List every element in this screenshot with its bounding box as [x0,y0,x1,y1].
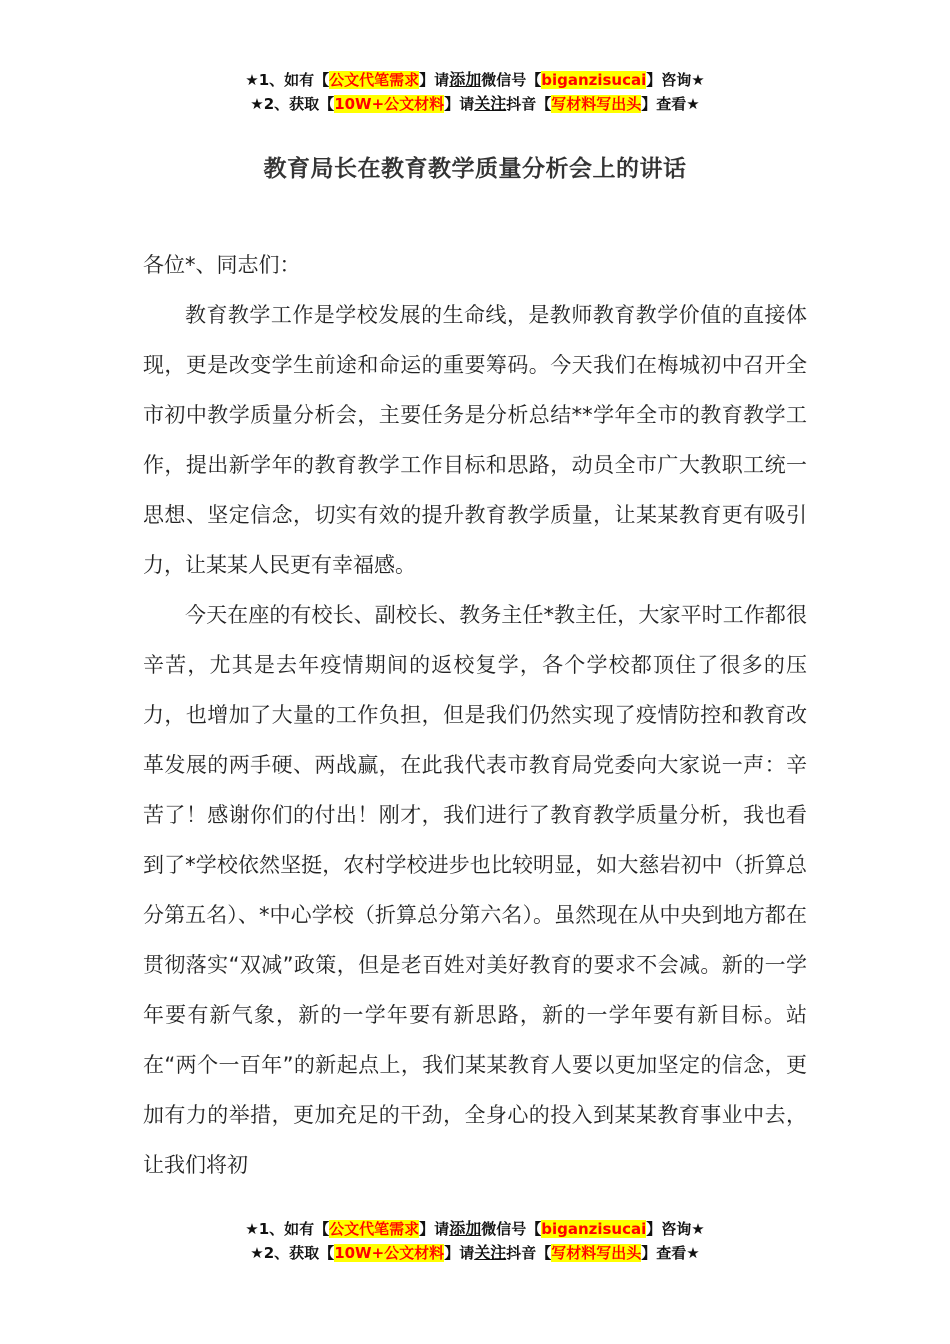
document-body [143,240,807,1190]
banner-text: 抖音【 [506,95,552,113]
banner-text: ★2、获取【 [250,1244,335,1262]
banner-text: 微信号【 [481,1220,542,1238]
underlined-word: 关注 [474,94,507,113]
banner-text: 】查看★ [641,95,700,113]
highlight-douyin-account: 写材料写出头 [551,95,642,113]
banner-text: ★2、获取【 [250,95,335,113]
banner-line-2 [0,1241,950,1265]
highlight-douyin-account: 写材料写出头 [551,1244,642,1262]
paragraph: 教育教学工作是学校发展的生命线，是教师教育教学价值的直接体现，更是改变学生前途和命运的重要筹码。今天我们在梅城初中召开全市初中教学质量分析会，主要任务是分析总结**学年全市的教育教学工作，提出新学年的教育教学工作目标和思路，动员全市广大教职工统一思想、坚定信念，切实有效的提升教育教学质量，让某某教育更有吸引力，让某某人民更有幸福感。 [143,303,807,577]
banner-text: 微信号【 [481,71,542,89]
highlight-materials: 10W+公文材料 [334,95,445,113]
banner-line-2 [0,92,950,116]
banner-line-1 [0,1217,950,1241]
banner-text: ★1、如有【 [245,1220,330,1238]
underlined-word: 添加 [449,1219,482,1238]
banner-text: 】查看★ [641,1244,700,1262]
paragraph: 今天在座的有校长、副校长、教务主任*教主任，大家平时工作都很辛苦，尤其是去年疫情期间的返校复学，各个学校都顶住了很多的压力，也增加了大量的工作负担，但是我们仍然实现了疫情防控和教育改革发展的两手硬、两战赢，在此我代表市教育局党委向大家说一声：辛苦了！感谢你们的付出！刚才，我们进行了教育教学质量分析，我也看到了*学校依然坚挺，农村学校进步也比较明显，如大慈岩初中（折算总分第五名）、*中心学校（折算总分第六名）。虽然现在从中央到地方都在贯彻落实“双减”政策，但是老百姓对美好教育的要求不会减。新的一学年要有新气象，新的一学年要有新思路，新的一学年要有新目标。站在“两个一百年”的新起点上，我们某某教育人要以更加坚定的信念，更加有力的举措，更加充足的干劲，全身心的投入到某某教育事业中去，让我们将初 [143,603,807,1177]
salutation: 各位*、同志们： [143,253,301,277]
banner-text: 】请 [419,1220,450,1238]
banner-text: ★1、如有【 [245,71,330,89]
footer-banner [0,1217,950,1265]
document-title: 教育局长在教育教学质量分析会上的讲话 [263,156,687,182]
highlight-wechat-id: biganzisucai [541,71,647,89]
banner-text: 】请 [419,71,450,89]
banner-text: 】咨询★ [646,71,705,89]
highlight-materials: 10W+公文材料 [334,1244,445,1262]
highlight-service: 公文代笔需求 [329,1220,420,1238]
highlight-wechat-id: biganzisucai [541,1220,647,1238]
banner-line-1 [0,68,950,92]
banner-text: 】请 [444,95,475,113]
banner-text: 】请 [444,1244,475,1262]
highlight-service: 公文代笔需求 [329,71,420,89]
underlined-word: 添加 [449,70,482,89]
underlined-word: 关注 [474,1243,507,1262]
banner-text: 】咨询★ [646,1220,705,1238]
banner-text: 抖音【 [506,1244,552,1262]
header-banner [0,68,950,116]
